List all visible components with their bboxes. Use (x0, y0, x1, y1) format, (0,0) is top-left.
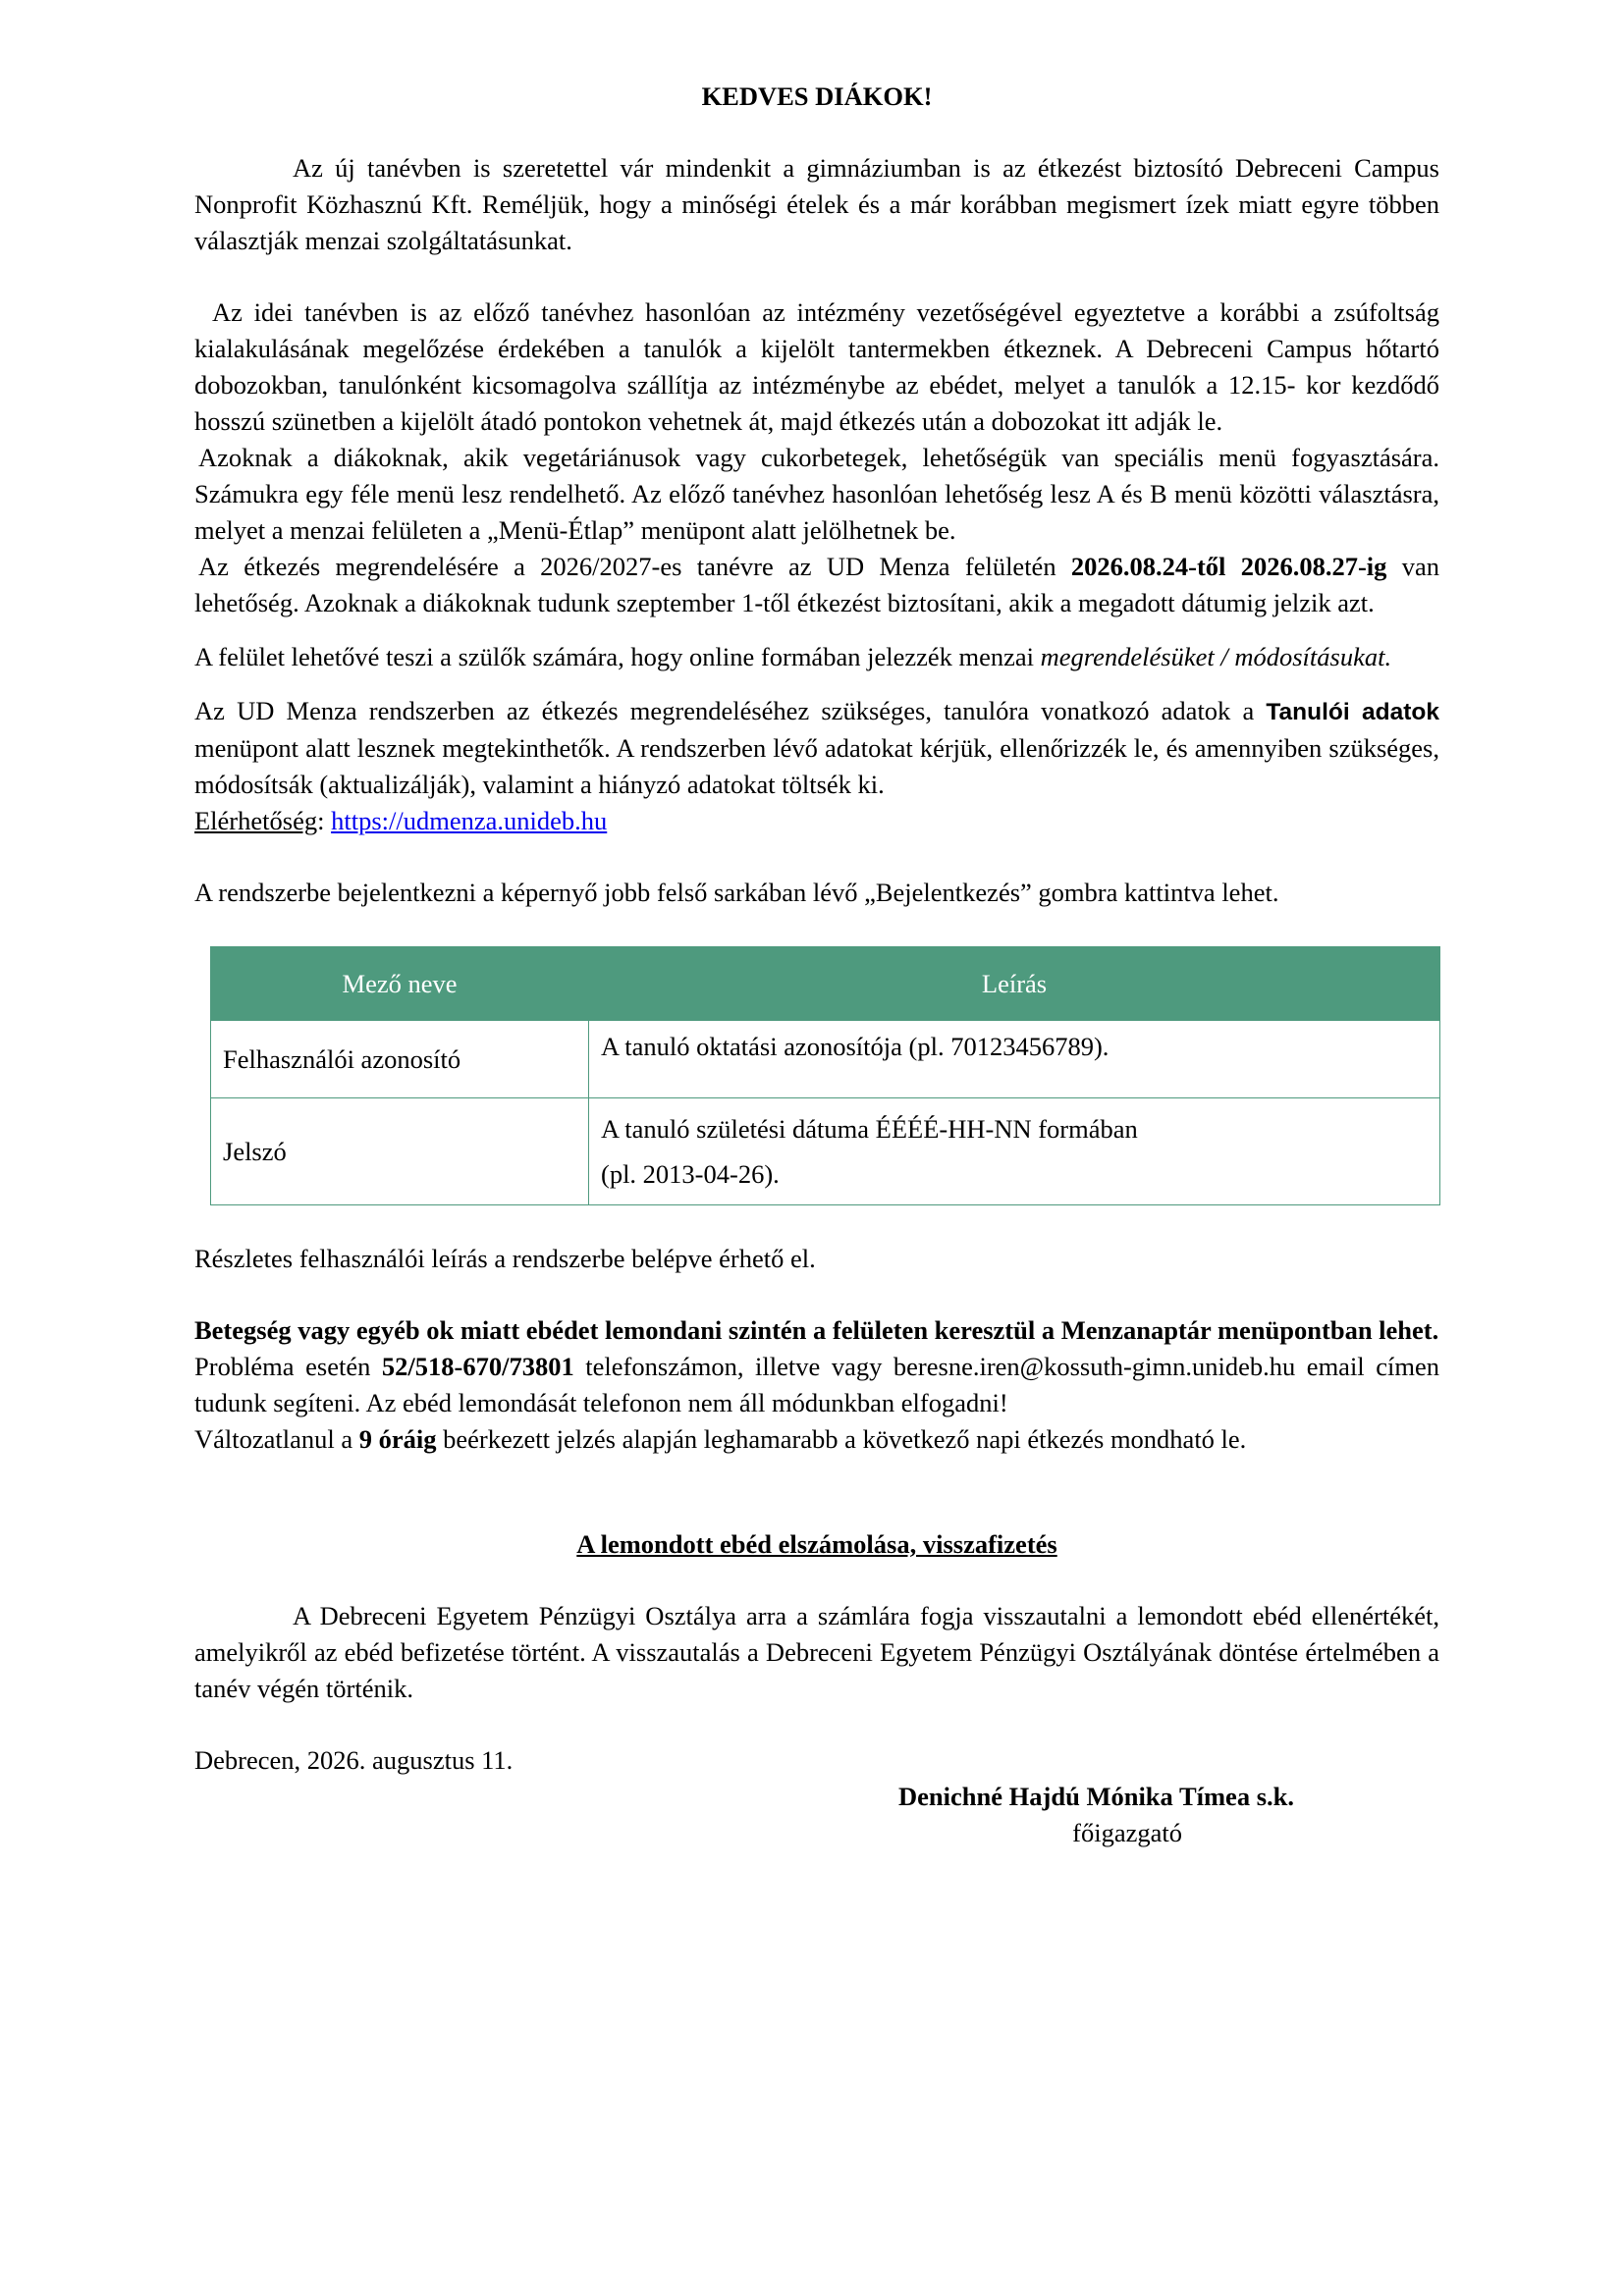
date-line: Debrecen, 2026. augusztus 11. (194, 1745, 514, 1775)
field-name-cell: Felhasználói azonosító (211, 1021, 589, 1098)
signatory-role: főigazgató (1072, 1818, 1182, 1847)
deadline-time: 9 óráig (358, 1424, 437, 1454)
refund-paragraph: A Debreceni Egyetem Pénzügyi Osztálya arra a számlára fogja visszautalni a lemondott ebéd ellenértékét, amelyikről az ebéd befizetése történt. A visszautalás a Debreceni Egyetem Pénzügyi Osztályának döntése értelmében a tanév végén történik. (194, 1601, 1439, 1703)
detailed-guide-note: Részletes felhasználói leírás a rendszerbe belépve érhető el. (194, 1244, 816, 1273)
signatory-name: Denichné Hajdú Mónika Tímea s.k. (898, 1782, 1294, 1811)
lunch-delivery-paragraph: Az idei tanévben is az előző tanévhez hasonlóan az intézmény vezetőségével egyeztetve a korábbi a zsúfoltság kialakulásának megelőzése érdekében a tanulók a kijelölt tantermekben étkeznek. A Debreceni Campus hőtartó dobozokban, tanulónként kicsomagolva szállítja az intézménybe az ebédet, melyet a tanulók a 12.15- kor kezdődő hosszú szünetben a kijelölt átadó pontokon vehetnek át, majd étkezés után a dobozokat itt adják le. (194, 297, 1439, 436)
ordering-period-paragraph: Az étkezés megrendelésére a 2026/2027-es tanévre az UD Menza felületén 2026.08.24-től 2026.08.27-ig van lehetőség. Azoknak a diákoknak tudunk szeptember 1-től étkezést biztosítani, akik a megadott dátumig jelzik azt. (194, 552, 1440, 617)
phone-number: 52/518-670/73801 (381, 1352, 574, 1381)
contact-paragraph: Probléma esetén 52/518-670/73801 telefonszámon, illetve vagy beresne.iren@kossuth-gimn.unideb.hu email címen tudunk segíteni. Az ebéd lemondását telefonon nem áll módunkban elfogadni! (194, 1352, 1439, 1417)
section-title: A lemondott ebéd elszámolása, visszafizetés (576, 1529, 1057, 1559)
student-data-menu-label: Tanulói adatok (1266, 699, 1440, 725)
access-label: Elérhetőség (194, 806, 318, 835)
student-data-paragraph: Az UD Menza rendszerben az étkezés megrendeléséhez szükséges, tanulóra vonatkozó adatok a Tanulói adatok menüpont alatt lesznek megtekinthetők. A rendszerben lévő adatokat kérjük, ellenőrizzék le, és amennyiben szükséges, módosítsák (aktualizálják), valamint a hiányzó adatokat töltsék ki. (194, 696, 1440, 799)
document-title: KEDVES DIÁKOK! (701, 81, 933, 111)
intro-paragraph: Az új tanévben is szeretettel vár mindenkit a gimnáziumban is az étkezést biztosító Debreceni Campus Nonprofit Közhasznú Kft. Reméljük, hogy a minőségi ételek és a már korábban megismert ízek miatt egyre többen választják menzai szolgáltatásunkat. (194, 153, 1439, 255)
online-parents-paragraph: A felület lehetővé teszi a szülők számára, hogy online formában jelezzék menzai megrendelésüket / módosításukat. (194, 642, 1392, 671)
signature-block (194, 1779, 1439, 1851)
special-menu-paragraph: Azoknak a diákoknak, akik vegetáriánusok vagy cukorbetegek, lehetőségük van speciális menü fogyasztására. Számukra egy féle menü lesz rendelhető. Az előző tanévhez hasonlóan lehetőség lesz A és B menü közötti választásra, melyet a menzai felületen a „Menü-Étlap” menüpont alatt jelölhetnek be. (194, 443, 1439, 545)
document-page (194, 79, 1439, 1851)
table-row (211, 1021, 1440, 1098)
udmenza-link[interactable]: https://udmenza.unideb.hu (331, 806, 608, 835)
field-description-cell: A tanuló születési dátuma ÉÉÉÉ-HH-NN formában (pl. 2013-04-26). (589, 1098, 1440, 1205)
table-row (211, 1098, 1440, 1205)
header-field-name: Mező neve (211, 947, 589, 1021)
table-header-row (211, 947, 1440, 1021)
login-fields-table (210, 946, 1440, 1205)
date-to: 2026.08.27-ig (1240, 552, 1387, 581)
deadline-paragraph: Változatlanul a 9 óráig beérkezett jelzés alapján leghamarabb a következő napi étkezés mondható le. (194, 1424, 1247, 1454)
access-line: Elérhetőség: https://udmenza.unideb.hu (194, 806, 608, 835)
date-from: 2026.08.24-től (1070, 552, 1226, 581)
cancellation-paragraph: Betegség vagy egyéb ok miatt ebédet lemondani szintén a felületen keresztül a Menzanaptár menüpontban lehet. (194, 1315, 1439, 1345)
field-name-cell: Jelszó (211, 1098, 589, 1205)
field-description-cell: A tanuló oktatási azonosítója (pl. 70123456789). (589, 1021, 1440, 1098)
header-description: Leírás (589, 947, 1440, 1021)
login-instructions: A rendszerbe bejelentkezni a képernyő jobb felső sarkában lévő „Bejelentkezés” gombra kattintva lehet. (194, 878, 1279, 907)
